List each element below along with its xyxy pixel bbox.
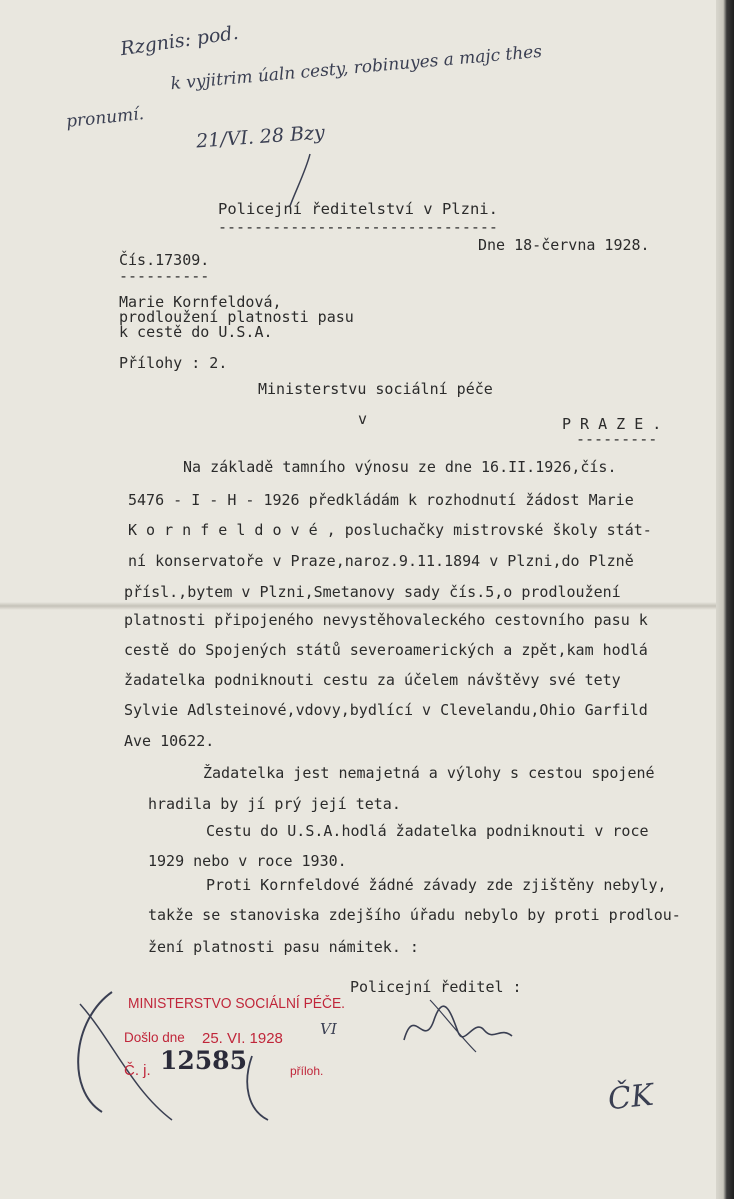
signature-title: Policejní ředitel : bbox=[350, 978, 522, 996]
stamp-ref-number: 12585 bbox=[160, 1046, 247, 1075]
paper-fold bbox=[0, 602, 716, 610]
handwritten-note-line3: pronumí. bbox=[65, 103, 145, 133]
subject-line2: prodloužení platnosti pasu bbox=[119, 308, 354, 326]
reference-number: Čís.17309. bbox=[119, 251, 210, 269]
subject-line3: k cestě do U.S.A. bbox=[119, 323, 273, 341]
body-p1-line1: Na základě tamního výnosu ze dne 16.II.1926,čís. bbox=[183, 458, 617, 476]
body-p1-line7: cestě do Spojených států severoamerických a zpět,kam hodlá bbox=[124, 641, 648, 659]
handwritten-initials: ČK bbox=[606, 1077, 656, 1118]
body-p4-line1: Proti Kornfeldové žádné závady zde zjištěny nebyly, bbox=[206, 876, 667, 894]
office-underline: ------------------------------- bbox=[218, 218, 498, 236]
handwritten-note-line2: k vyjitrim úaln cesty, robinuyes a majc thes bbox=[169, 41, 543, 95]
stamp-attachments-label: příloh. bbox=[290, 1064, 324, 1078]
body-p2-line2: hradila by jí prý její teta. bbox=[148, 795, 401, 813]
subject-line1: Marie Kornfeldová, bbox=[119, 293, 282, 311]
stamp-ministry-name: MINISTERSTVO SOCIÁLNÍ PÉČE. bbox=[128, 995, 346, 1012]
office-heading: Policejní ředitelství v Plzni. bbox=[218, 200, 498, 218]
body-p1-line8: žadatelka podniknouti cestu za účelem návštěvy své tety bbox=[124, 671, 621, 689]
body-p1-line6: platnosti připojeného nevystěhovaleckého cestovního pasu k bbox=[124, 611, 648, 629]
recipient-city-underline: --------- bbox=[576, 430, 658, 448]
handwritten-date: 21/VI. 28 Bzy bbox=[195, 121, 326, 153]
stamp-ref-label: Č. j. bbox=[124, 1062, 151, 1079]
body-p3-line2: 1929 nebo v roce 1930. bbox=[148, 852, 347, 870]
paper-edge bbox=[716, 0, 734, 1199]
stamp-hand-mark: VI bbox=[320, 1020, 337, 1038]
body-p4-line3: žení platnosti pasu námitek. : bbox=[148, 938, 419, 956]
recipient-line2: v bbox=[358, 410, 368, 428]
recipient-line1: Ministerstvu sociální péče bbox=[258, 380, 493, 398]
reference-number-underline: ---------- bbox=[119, 267, 210, 285]
body-p3-line1: Cestu do U.S.A.hodlá žadatelka podniknouti v roce bbox=[206, 822, 649, 840]
body-p2-line1: Žadatelka jest nemajetná a výlohy s cestou spojené bbox=[203, 764, 655, 782]
handwritten-note-line1: Rzgnis: pod. bbox=[119, 21, 240, 61]
body-p1-line10: Ave 10622. bbox=[124, 732, 215, 750]
body-p1-line4: ní konservatoře v Praze,naroz.9.11.1894 v Plzni,do Plzně bbox=[128, 552, 634, 570]
document-date: Dne 18-června 1928. bbox=[478, 236, 650, 254]
signature-scribble bbox=[400, 996, 520, 1056]
attachments-count: Přílohy : 2. bbox=[119, 354, 228, 372]
body-p4-line2: takže se stanoviska zdejšího úřadu nebylo by proti prodlou- bbox=[148, 906, 681, 924]
stamp-received-date: 25. VI. 1928 bbox=[202, 1030, 283, 1047]
body-p1-line9: Sylvie Adlsteinové,vdovy,bydlící v Clevelandu,Ohio Garfild bbox=[124, 701, 648, 719]
body-p1-line2: 5476 - I - H - 1926 předkládám k rozhodnutí žádost Marie bbox=[128, 491, 634, 509]
body-p1-line3: K o r n f e l d o v é , posluchačky mistrovské školy stát- bbox=[128, 521, 652, 539]
body-p1-line5: přísl.,bytem v Plzni,Smetanovy sady čís.5,o prodloužení bbox=[124, 583, 621, 601]
recipient-city: P R A Z E . bbox=[562, 415, 662, 433]
stamp-received-label: Došlo dne bbox=[124, 1030, 185, 1045]
